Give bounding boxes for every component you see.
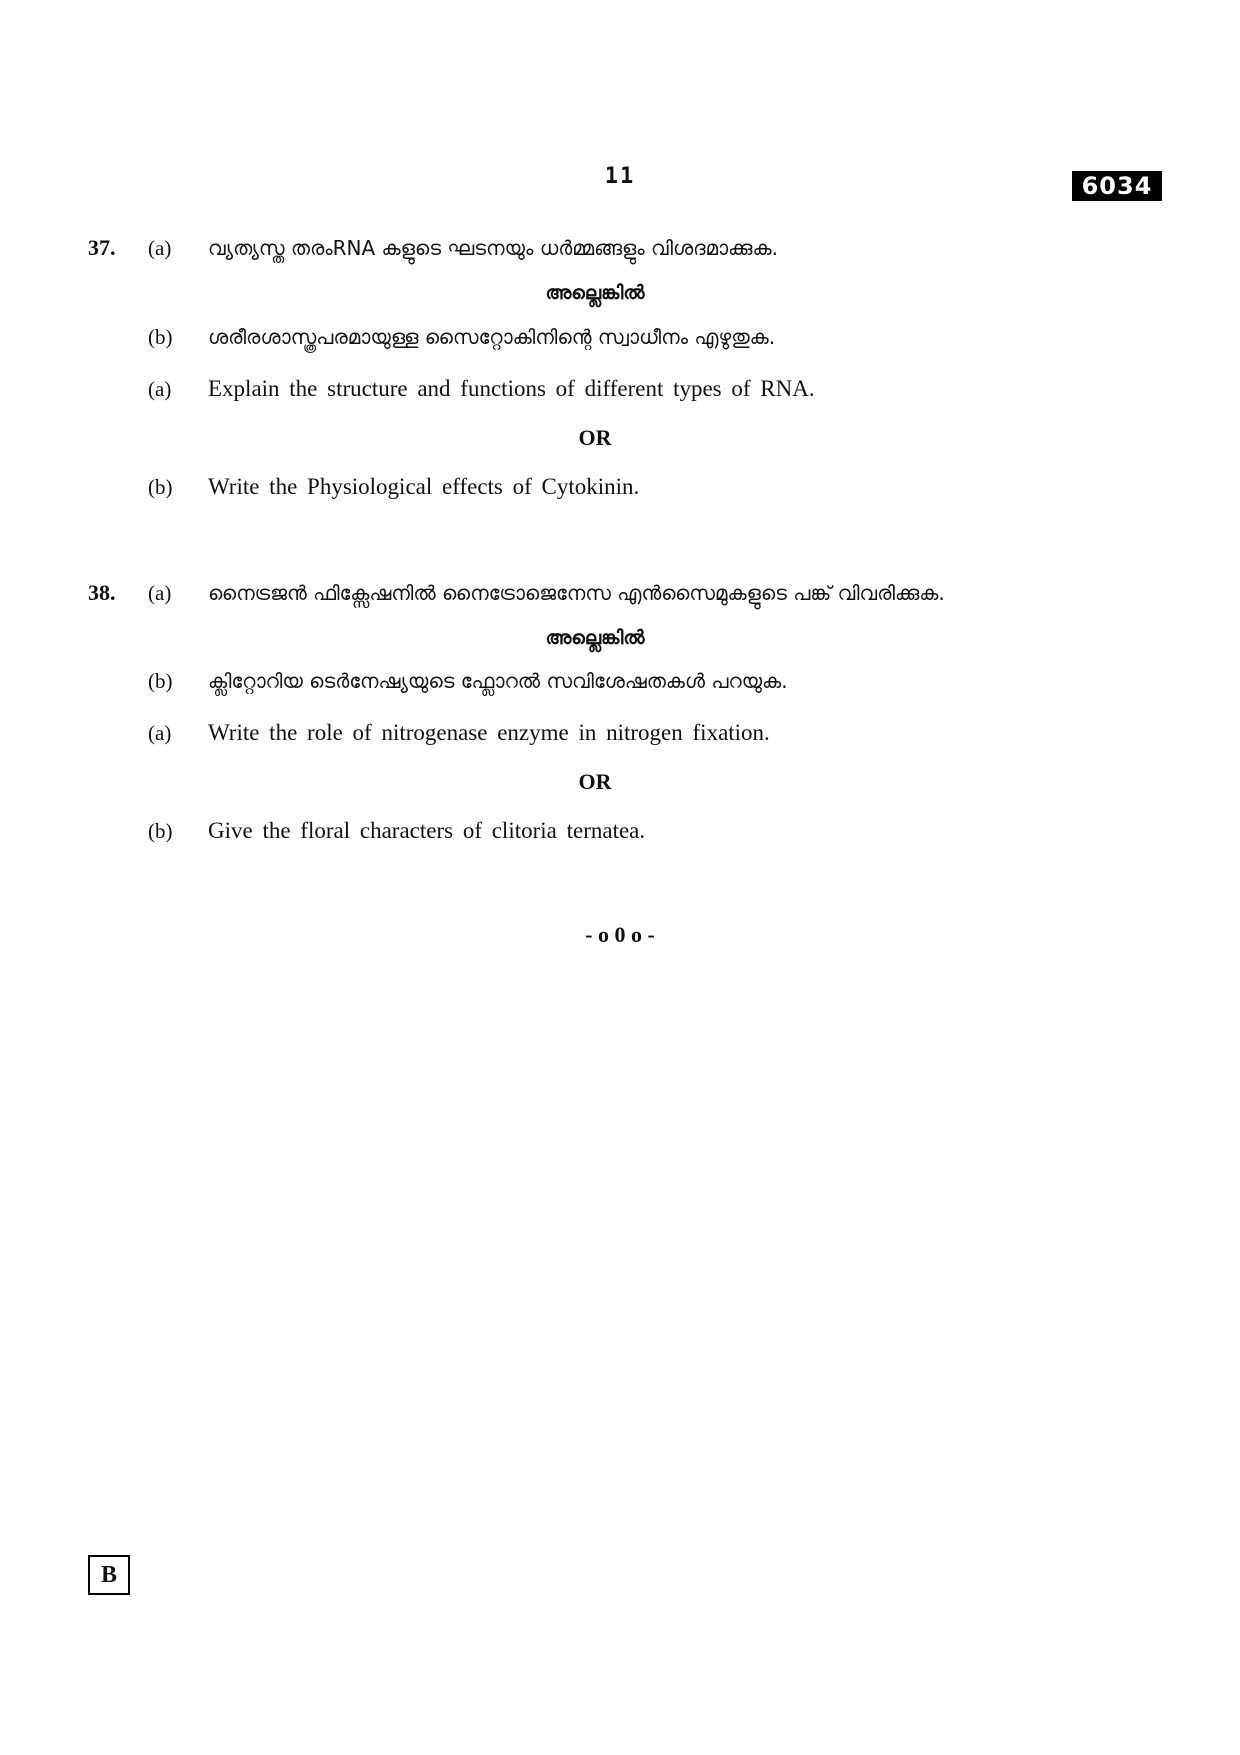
english-or-separator: OR [578, 425, 612, 450]
page-number: 11 [604, 164, 636, 189]
part-label: (b) [148, 325, 173, 349]
part-label: (a) [148, 581, 172, 605]
question-number: 38. [88, 580, 116, 605]
english-question-b: Give the floral characters of clitoria ternatea. [208, 818, 646, 843]
english-or-separator: OR [578, 769, 612, 794]
end-of-paper-mark: - o 0 o - [585, 922, 655, 947]
malayalam-question-a: നൈട്രജൻ ഫിക്സേഷനിൽ നൈട്രോജെനേസ എൻസൈമുകളുടെ പങ്ക് വിവരിക്കുക. [208, 581, 945, 605]
malayalam-question-b: ശരീരശാസ്ത്രപരമായുള്ള സൈറ്റോകിനിന്റെ സ്വാധീനം എഴുതുക. [208, 325, 776, 349]
part-label: (b) [148, 669, 173, 693]
part-label: (b) [148, 819, 173, 843]
paper-code-badge: 6034 [1072, 171, 1162, 201]
question-number: 37. [88, 235, 116, 260]
part-label: (a) [148, 721, 172, 745]
series-box: B [88, 1555, 130, 1595]
malayalam-or-separator: അല്ലെങ്കിൽ [545, 282, 645, 304]
english-question-a: Explain the structure and functions of different types of RNA. [208, 376, 815, 401]
malayalam-or-separator: അല്ലെങ്കിൽ [545, 627, 645, 649]
part-label: (a) [148, 377, 172, 401]
english-question-a: Write the role of nitrogenase enzyme in nitrogen fixation. [208, 720, 770, 745]
part-label: (a) [148, 236, 172, 260]
malayalam-question-b: ക്ലിറ്റോറിയ ടെർനേഷ്യയുടെ ഫ്ലോറൽ സവിശേഷതകൾ പറയുക. [208, 669, 788, 693]
malayalam-question-a: വ്യത്യസ്ത തരംRNA കളുടെ ഘടനയും ധർമ്മങ്ങളും വിശദമാക്കുക. [208, 236, 778, 260]
english-question-b: Write the Physiological effects of Cytokinin. [208, 474, 640, 499]
part-label: (b) [148, 475, 173, 499]
